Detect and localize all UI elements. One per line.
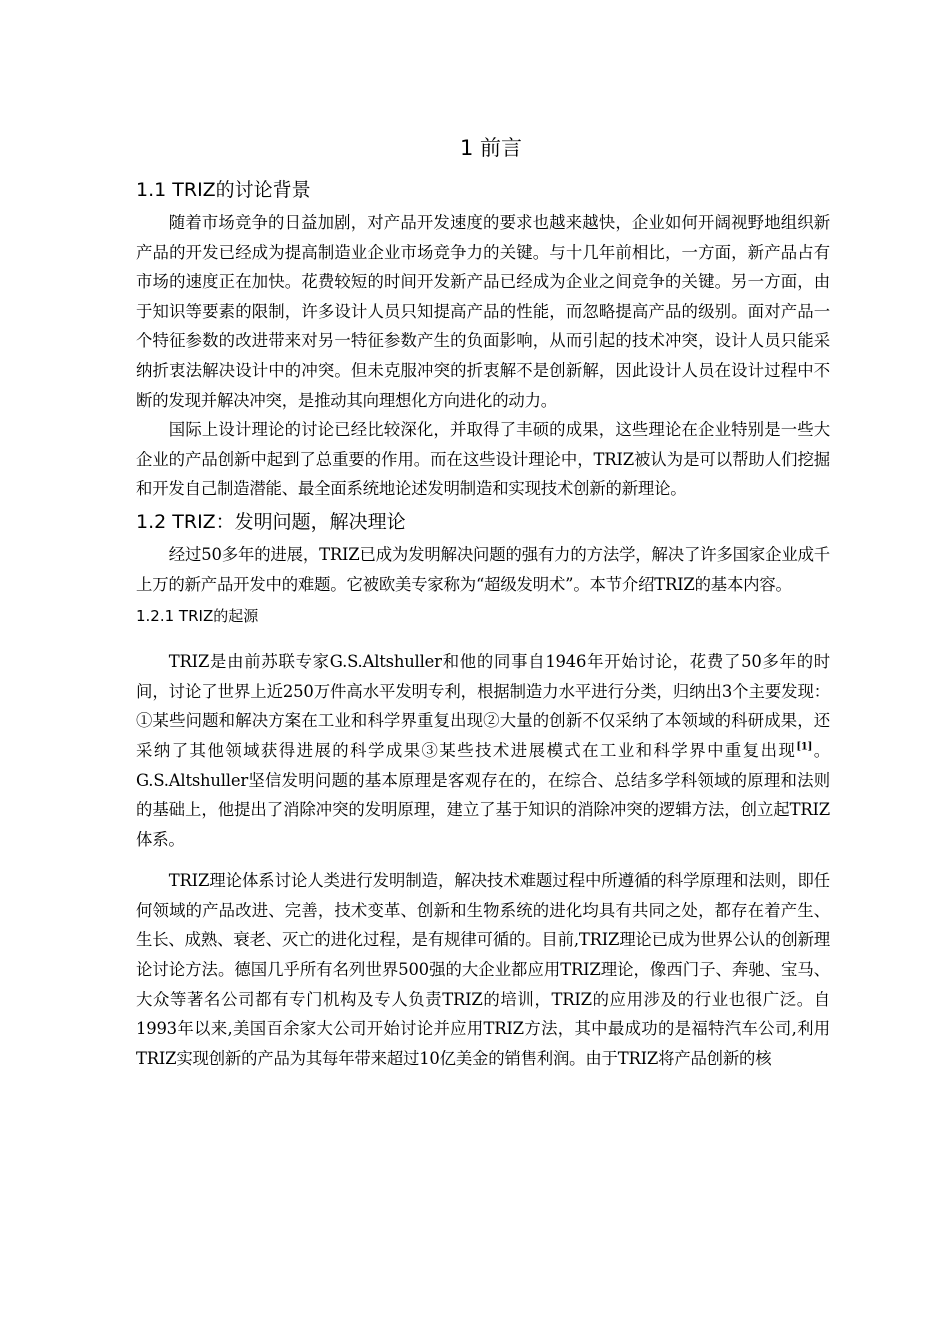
section-1-2-1-heading: 1.2.1 TRIZ的起源: [136, 607, 259, 626]
paragraph-text-after-citation: 。G.S.Altshuller坚信发明问题的基本原理是客观存在的，在综合、总结多学科领域的原理和法则的基础上，他提出了消除冲突的发明原理，建立了基于知识的消除冲突的逻辑方法，创立起TRIZ体系。: [136, 740, 830, 849]
chapter-title: 1 前言: [459, 136, 523, 160]
section-1-1-paragraph-2: 国际上设计理论的讨论已经比较深化，并取得了丰硕的成果，这些理论在企业特别是一些大企业的产品创新中起到了总重要的作用。而在这些设计理论中，TRIZ被认为是可以帮助人们挖掘和开发自己制造潜能、最全面系统地论述发明制造和实现技术创新的新理论。: [136, 420, 830, 499]
section-1-1-heading: 1.1 TRIZ的讨论背景: [136, 179, 311, 201]
section-1-2-1-paragraph-2: TRIZ理论体系讨论人类进行发明制造，解决技术难题过程中所遵循的科学原理和法则，即任何领域的产品改进、完善，技术变革、创新和生物系统的进化均具有共同之处，都存在着产生、生长、成熟、衰老、灭亡的进化过程，是有规律可循的。目前,TRIZ理论已成为世界公认的创新理论讨论方法。德国几乎所有名列世界500强的大企业都应用TRIZ理论，像西门子、奔驰、宝马、大众等著名公司都有专门机构及专人负责TRIZ的培训，TRIZ的应用涉及的行业也很广泛。自1993年以来,美国百余家大公司开始讨论并应用TRIZ方法，其中最成功的是福特汽车公司,利用TRIZ实现创新的产品为其每年带来超过10亿美金的销售利润。由于TRIZ将产品创新的核: [136, 871, 830, 1068]
paragraph-text-before-citation: TRIZ是由前苏联专家G.S.Altshuller和他的同事自1946年开始讨论，花费了50多年的时间，讨论了世界上近250万件高水平发明专利，根据制造力水平进行分类，归纳出3个主要发现：①某些问题和解决方案在工业和科学界重复出现②大量的创新不仅采纳了本领域的科研成果，还采纳了其他领域获得进展的科学成果③某些技术进展模式在工业和科学界中重复出现: [136, 652, 830, 760]
section-1-2-heading: 1.2 TRIZ：发明问题，解决理论: [136, 510, 406, 533]
section-1-2-paragraph-1: 经过50多年的进展，TRIZ已成为发明解决问题的强有力的方法学，解决了许多国家企业成千上万的新产品开发中的难题。它被欧美专家称为“超级发明术”。本节介绍TRIZ的基本内容。: [136, 544, 830, 594]
document-page: [136, 128, 830, 1073]
citation-marker: [1]: [796, 741, 813, 753]
section-1-2-1-paragraph-1: [136, 647, 830, 854]
section-1-1-paragraph-1: 随着市场竞争的日益加剧，对产品开发速度的要求也越来越快，企业如何开阔视野地组织新产品的开发已经成为提高制造业企业市场竞争力的关键。与十几年前相比，一方面，新产品占有市场的速度正在加快。花费较短的时间开发新产品已经成为企业之间竞争的关键。另一方面，由于知识等要素的限制，许多设计人员只知提高产品的性能，而忽略提高产品的级别。面对产品一个特征参数的改进带来对另一特征参数产生的负面影响，从而引起的技术冲突，设计人员只能采纳折衷法解决设计中的冲突。但未克服冲突的折衷解不是创新解，因此设计人员在设计过程中不断的发现并解决冲突，是推动其向理想化方向进化的动力。: [136, 213, 830, 410]
